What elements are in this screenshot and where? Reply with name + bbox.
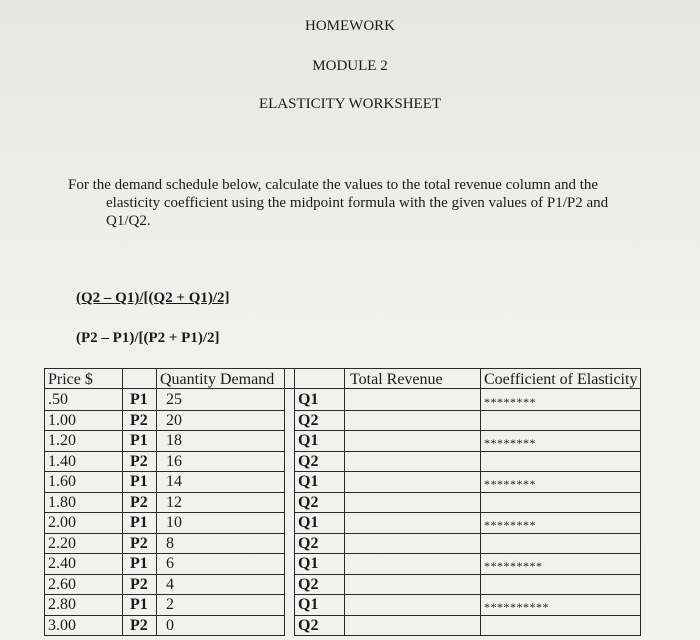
coefficient-mask: ********** xyxy=(484,600,549,614)
p-label-cell: P1 xyxy=(130,432,148,449)
row-line-right xyxy=(294,574,640,575)
row-line xyxy=(44,635,284,636)
quantity-cell: 18 xyxy=(166,432,182,449)
p-label-cell: P2 xyxy=(130,411,148,429)
q-label-cell: Q1 xyxy=(298,432,319,449)
row-line-right xyxy=(294,492,640,493)
q-label-cell: Q2 xyxy=(298,411,319,429)
formula-numerator: (Q2 – Q1)/[(Q2 + Q1)/2] xyxy=(76,290,230,306)
row-line xyxy=(44,615,284,616)
table-border-top xyxy=(44,368,640,369)
instructions-line-1: For the demand schedule below, calculate the values to the total revenue column and the xyxy=(68,177,599,193)
coefficient-mask: ********* xyxy=(484,559,543,573)
price-cell: .50 xyxy=(48,391,68,408)
price-cell: 1.60 xyxy=(48,473,76,490)
coefficient-mask: ******** xyxy=(484,436,536,450)
row-line xyxy=(44,492,284,493)
row-line xyxy=(44,410,284,411)
column-line xyxy=(480,368,481,636)
row-line-right xyxy=(294,594,640,595)
p-label-cell: P1 xyxy=(130,555,148,572)
column-line xyxy=(640,368,641,636)
quantity-cell: 25 xyxy=(166,391,182,408)
price-cell: 1.00 xyxy=(48,411,76,429)
q-label-cell: Q1 xyxy=(298,473,319,490)
price-cell: 2.80 xyxy=(48,596,76,613)
row-line-right xyxy=(294,410,640,411)
p-label-cell: P2 xyxy=(130,452,148,470)
row-line-right xyxy=(294,553,640,554)
price-cell: 2.20 xyxy=(48,534,76,552)
price-cell: 3.00 xyxy=(48,616,76,634)
quantity-cell: 0 xyxy=(166,616,174,634)
row-line xyxy=(44,553,284,554)
row-line-right xyxy=(294,471,640,472)
q-label-cell: Q1 xyxy=(298,555,319,572)
row-line xyxy=(44,430,284,431)
q-label-cell: Q2 xyxy=(298,575,319,593)
column-line xyxy=(344,368,345,636)
instructions xyxy=(68,176,668,230)
column-line xyxy=(156,368,157,636)
p-label-cell: P2 xyxy=(130,534,148,552)
p-label-cell: P1 xyxy=(130,391,148,408)
instructions-line-2: elasticity coefficient using the midpoint formula with the given values of P1/P2 and xyxy=(106,195,609,211)
q-label-cell: Q2 xyxy=(298,493,319,511)
q-label-cell: Q2 xyxy=(298,452,319,470)
q-label-cell: Q1 xyxy=(298,514,319,531)
column-line xyxy=(122,368,123,636)
quantity-cell: 16 xyxy=(166,452,182,470)
row-line-right xyxy=(294,635,640,636)
column-line xyxy=(284,368,285,636)
quantity-cell: 6 xyxy=(166,555,174,572)
header-coefficient: Coefficient of Elasticity xyxy=(484,371,638,388)
q-label-cell: Q1 xyxy=(298,596,319,613)
row-line-right xyxy=(294,430,640,431)
quantity-cell: 14 xyxy=(166,473,182,490)
instructions-line-3: Q1/Q2. xyxy=(106,213,151,229)
header-divider xyxy=(44,388,640,389)
row-line xyxy=(44,512,284,513)
row-line xyxy=(44,574,284,575)
row-line-right xyxy=(294,615,640,616)
coefficient-mask: ******** xyxy=(484,518,536,532)
header-price: Price $ xyxy=(48,371,93,388)
quantity-cell: 2 xyxy=(166,596,174,613)
price-cell: 2.40 xyxy=(48,555,76,572)
price-cell: 1.20 xyxy=(48,432,76,449)
p-label-cell: P1 xyxy=(130,596,148,613)
worksheet-title: HOMEWORK xyxy=(305,18,395,34)
price-cell: 1.80 xyxy=(48,493,76,511)
row-line-right xyxy=(294,512,640,513)
p-label-cell: P2 xyxy=(130,493,148,511)
row-line xyxy=(44,533,284,534)
p-label-cell: P1 xyxy=(130,473,148,490)
quantity-cell: 12 xyxy=(166,493,182,511)
coefficient-mask: ******** xyxy=(484,477,536,491)
price-cell: 1.40 xyxy=(48,452,76,470)
header-total-revenue: Total Revenue xyxy=(350,371,443,388)
row-line xyxy=(44,451,284,452)
price-cell: 2.00 xyxy=(48,514,76,531)
row-line-right xyxy=(294,451,640,452)
row-line xyxy=(44,471,284,472)
price-cell: 2.60 xyxy=(48,575,76,593)
column-line xyxy=(294,368,295,636)
p-label-cell: P2 xyxy=(130,616,148,634)
row-line xyxy=(44,594,284,595)
coefficient-mask: ******** xyxy=(484,395,536,409)
worksheet-subtitle: ELASTICITY WORKSHEET xyxy=(258,96,442,112)
header-quantity: Quantity Demand xyxy=(160,371,275,388)
p-label-cell: P2 xyxy=(130,575,148,593)
formula-denominator: (P2 – P1)/[(P2 + P1)/2] xyxy=(76,330,220,346)
quantity-cell: 20 xyxy=(166,411,182,429)
quantity-cell: 10 xyxy=(166,514,182,531)
q-label-cell: Q1 xyxy=(298,391,319,408)
q-label-cell: Q2 xyxy=(298,616,319,634)
p-label-cell: P1 xyxy=(130,514,148,531)
q-label-cell: Q2 xyxy=(298,534,319,552)
module-label: MODULE 2 xyxy=(312,58,388,74)
quantity-cell: 4 xyxy=(166,575,174,593)
quantity-cell: 8 xyxy=(166,534,174,552)
column-line xyxy=(44,368,45,636)
row-line-right xyxy=(294,533,640,534)
